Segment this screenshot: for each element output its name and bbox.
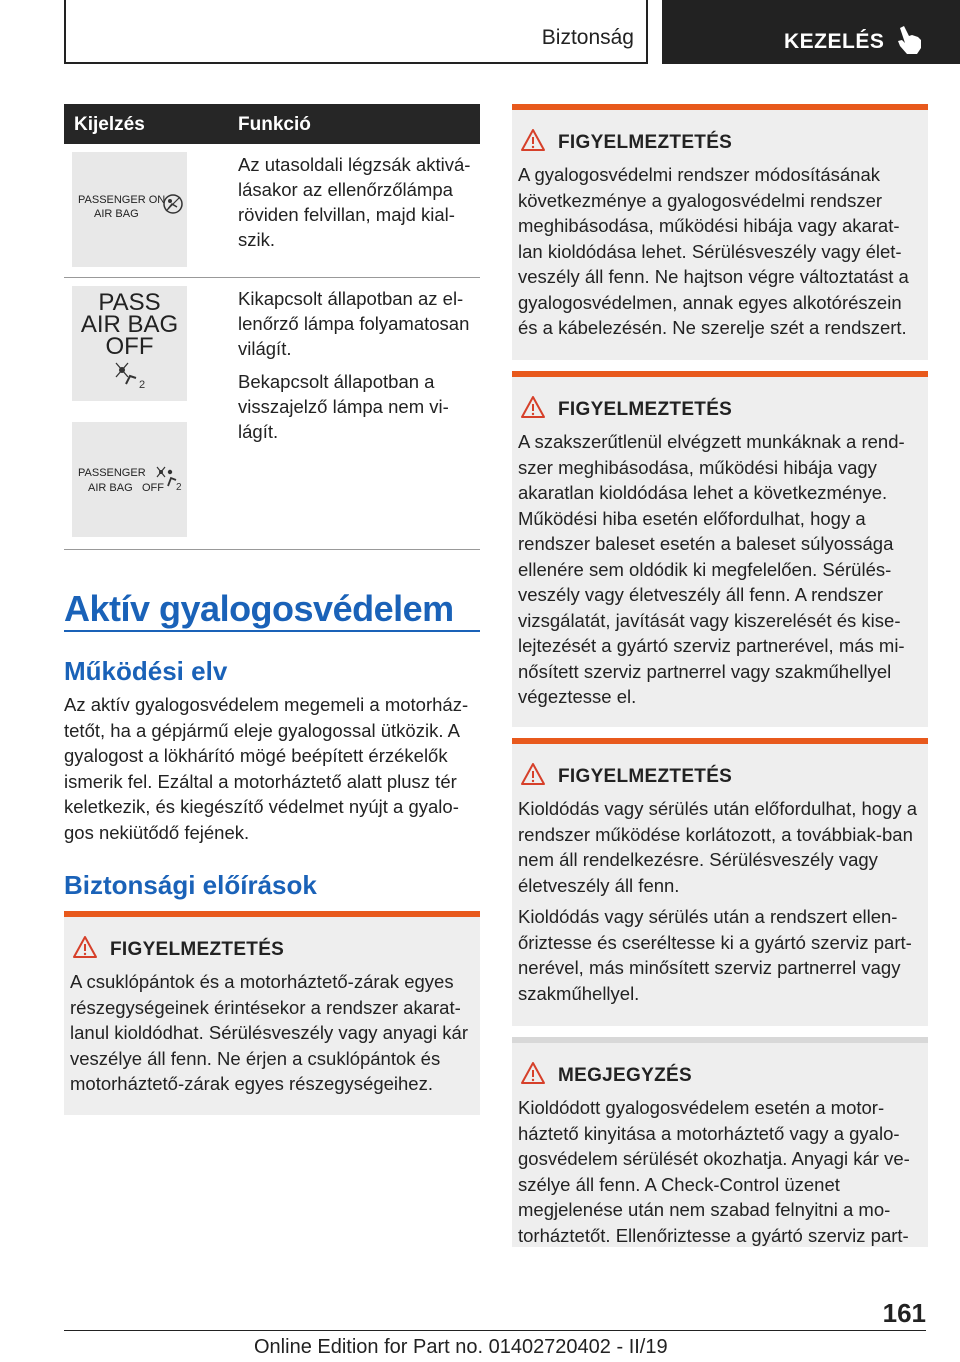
pass-airbag-off-indicator: PASS AIR BAG OFF 2 bbox=[72, 286, 187, 401]
warning-triangle-icon bbox=[520, 762, 546, 786]
warning-title: FIGYELMEZTETÉS bbox=[558, 766, 733, 787]
header-section-box bbox=[64, 0, 648, 64]
warning-body: A csuklópántok és a motorháztető-zárak egyes részegységeinek érintésekor a rendszer akarat-lanul kioldódhat. Sérülésveszély vagy anyagi kár veszélye áll fenn. Ne érjen a csuklópántok és motorháztető-zárak egyes részegységeihez. bbox=[70, 971, 468, 1094]
warning-body: Kioldódás vagy sérülés után előfordulhat, hogy a rendszer működése korlátozott, a továbbiak-ban nem áll rendelkezésre. Sérülésveszély vagy életveszély áll fenn. Kioldódás vagy sérülés után a rendszert ellen-őriztesse és cseréltesse ki a gyártó szerviz part-nerével, más minősített szerviz partnerrel vagy szakműhellyel. bbox=[518, 798, 918, 1004]
footer-rule bbox=[64, 1330, 926, 1331]
row-function-text: Az utasoldali légzsák aktivá-lásakor az ellenőrzőlámpa röviden felvillan, majd kial-szik. bbox=[238, 154, 471, 250]
indicator-table bbox=[64, 104, 480, 550]
header-chapter-title: KEZELÉS bbox=[784, 30, 885, 53]
note-body: Kioldódott gyalogosvédelem esetén a motor-háztető kinyitása a motorháztető vagy a gyalo-gosvédelem sérülését okozhatja. Anyagi kár ve-szélye áll fenn. A Check-Control üzenet megjelenése után nem szabad felnyitni a mo-torháztetőt. Ellenőriztesse a gyártó szerviz part- bbox=[518, 1097, 910, 1246]
table-header-row bbox=[64, 104, 480, 144]
seat-occupant-icon bbox=[110, 360, 150, 390]
note-box bbox=[512, 1037, 928, 1247]
header-chapter-box bbox=[662, 0, 960, 64]
page-title: Aktív gyalogosvédelem bbox=[64, 588, 454, 629]
row-function-text: Kikapcsolt állapotban az el-lenőrző lámpa folyamatosan világít. Bekapcsolt állapotban a visszajelző lámpa nem vi-lágít. bbox=[238, 288, 470, 442]
table-header-indicator: Kijelzés bbox=[74, 114, 145, 135]
warning-body: A gyalogosvédelmi rendszer módosításának következménye a gyalogosvédelmi rendszer meghibásodása, működési hibája vagy akarat-lan kioldódása lehet. Sérülésveszély vagy élet-veszély áll fenn. Ne hajtson végre változtatást a gyalogosvédelmen, annak egyes alkotórészein és a kábelezésén. Ne szerelje szét a rendszert. bbox=[518, 164, 909, 338]
section-heading: Működési elv bbox=[64, 656, 228, 686]
pointing-hand-icon bbox=[894, 24, 924, 56]
airbag-off-icon bbox=[156, 466, 184, 492]
body-paragraph: Az aktív gyalogosvédelem megemeli a motorház-tetőt, ha a gépjármű eleje gyalogossal ütközik. A gyalogost a lökhárító mögé beépített érzékelők ismerik fel. Ezáltal a motorháztető alatt plusz tér keletkezik, és kiegészítő védelmet nyújt a gyalo-gos nekiütődő fejének. bbox=[64, 694, 469, 843]
passenger-airbag-on-indicator: PASSENGER ON AIR BAG bbox=[72, 152, 187, 267]
warning-triangle-icon bbox=[520, 128, 546, 152]
page-number: 161 bbox=[882, 1298, 926, 1328]
title-underline bbox=[64, 630, 480, 632]
section-heading: Biztonsági előírások bbox=[64, 870, 317, 900]
warning-triangle-icon bbox=[72, 935, 98, 959]
table-header-function: Funkció bbox=[238, 114, 311, 135]
warning-box bbox=[512, 371, 928, 727]
warning-title: FIGYELMEZTETÉS bbox=[558, 399, 733, 420]
warning-triangle-icon bbox=[520, 1061, 546, 1085]
warning-box bbox=[512, 738, 928, 1026]
svg-text:2: 2 bbox=[176, 482, 182, 492]
warning-body: A szakszerűtlenül elvégzett munkáknak a rend-szer meghibásodása, működési hibája vagy akaratlan kioldódása lehet a következménye. Működési hiba esetén előfordulhat, hogy a rendszer baleset esetén a baleset súlyossága ellenére sem oldódik ki megfelelően. Sérülés-veszély vagy életveszély áll fenn. A rendszer vizsgálatát, javítását vagy kiszerelését és kise-lejtezését a gyártó szerviz partnerével, más mi-nősített szerviz partnerrel vagy szakműhellyel végeztesse el. bbox=[518, 431, 905, 707]
table-row bbox=[64, 144, 480, 278]
footer-edition: Online Edition for Part no. 01402720402 - II/19 bbox=[254, 1336, 668, 1358]
table-row bbox=[64, 278, 480, 550]
airbag-icon bbox=[162, 193, 184, 215]
warning-triangle-icon bbox=[520, 395, 546, 419]
warning-title: FIGYELMEZTETÉS bbox=[558, 132, 733, 153]
svg-text:2: 2 bbox=[139, 379, 146, 390]
warning-box bbox=[512, 104, 928, 360]
header-section-title: Biztonság bbox=[541, 26, 634, 49]
passenger-airbag-off-indicator: PASSENGER AIR BAG OFF 2 bbox=[72, 422, 187, 537]
warning-box bbox=[64, 911, 480, 1115]
warning-title: FIGYELMEZTETÉS bbox=[110, 939, 285, 960]
note-title: MEGJEGYZÉS bbox=[558, 1065, 692, 1086]
